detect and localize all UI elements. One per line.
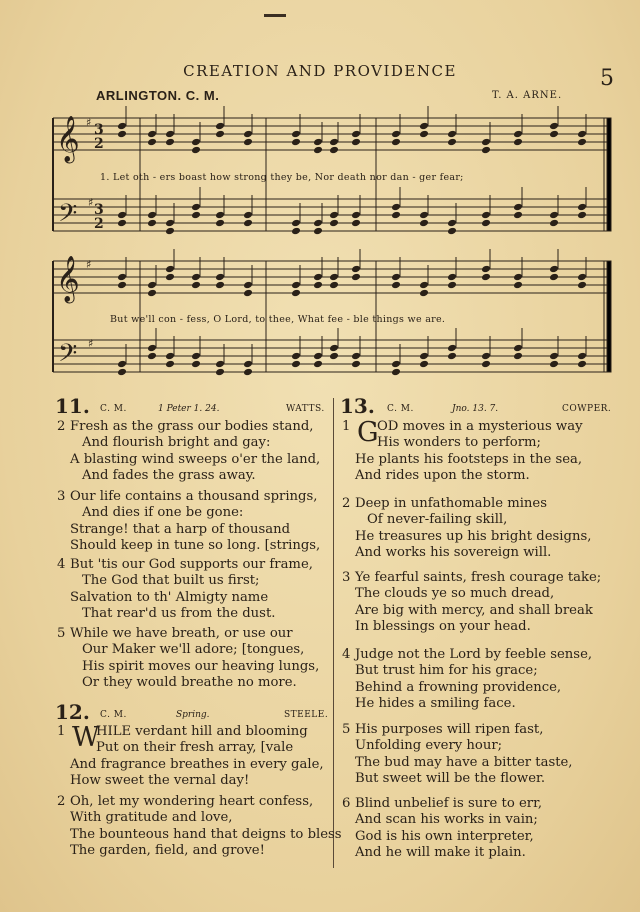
staff-lines <box>53 118 611 372</box>
sharp-icon: ♯ <box>88 196 94 209</box>
stanza: 2 Oh, let my wondering heart confess, With gratitude and love, The bounteous hand that deigns to bless The garden, field, and grove! <box>57 794 342 859</box>
stanza: 5 His purposes will ripen fast, Unfolding every hour; The bud may have a bitter taste, But sweet will be the flower. <box>342 722 573 787</box>
hymn-number: 13. <box>340 394 375 418</box>
hymn-author: WATTS. <box>286 404 325 414</box>
time-signature: 2 <box>94 216 104 232</box>
treble-clef-icon: 𝄞 <box>56 116 80 162</box>
sharp-icon: ♯ <box>86 258 92 271</box>
music-score <box>0 0 640 400</box>
sharp-icon: ♯ <box>86 116 92 129</box>
lyric-line-2: But we'll con - fess, O Lord, to thee, What fee - ble things we are. <box>110 314 446 325</box>
time-signature: 3 <box>94 202 104 218</box>
stanza: 1 W HILE verdant hill and blooming Put on their fresh array, [vale And fragrance breathes in every gale, How sweet the vernal day! <box>57 722 324 789</box>
stanza: 4 But 'tis our God supports our frame, The God that built us first; Salvation to th' Almigty name That rear'd us from the dust. <box>57 557 313 622</box>
section-title: CREATION AND PROVIDENCE <box>183 62 457 80</box>
stanza: 2 Deep in unfathomable mines Of never-failing skill, He treasures up his bright designs, And works his sovereign will. <box>342 496 592 561</box>
time-signature: 3 <box>94 122 104 138</box>
lyric-line-1: 1. Let oth - ers boast how strong they be, Nor death nor dan - ger fear; <box>100 172 464 183</box>
stanza: 6 Blind unbelief is sure to err, And scan his works in vain; God is his own interpreter, And he will make it plain. <box>342 796 543 861</box>
drop-cap: W <box>72 722 100 753</box>
hymn-number: 11. <box>55 394 90 418</box>
hymn-author: STEELE. <box>284 710 329 720</box>
notes <box>117 106 587 376</box>
treble-clef-icon: 𝄞 <box>56 256 80 302</box>
hymn-reference: Spring. <box>176 710 210 720</box>
hymn-author: COWPER. <box>562 404 612 414</box>
bar-lines <box>53 118 611 372</box>
time-signature: 2 <box>94 136 104 152</box>
bass-clef-icon: 𝄢 <box>58 339 78 374</box>
bass-clef-icon: 𝄢 <box>58 199 78 234</box>
hymn-meter: C. M. <box>100 710 127 720</box>
hymn-number: 12. <box>55 700 90 724</box>
stanza: 3 Our life contains a thousand springs, And dies if one be gone: Strange! that a harp of thousand Should keep in tune so long. [strings, <box>57 489 321 554</box>
stanza: 1 G OD moves in a mysterious way His wonders to perform; He plants his footsteps in the sea, And rides upon the storm. <box>342 417 583 484</box>
stanza: 4 Judge not the Lord by feeble sense, But trust him for his grace; Behind a frowning providence, He hides a smiling face. <box>342 647 593 712</box>
tune-name: ARLINGTON. C. M. <box>96 88 220 103</box>
drop-cap: G <box>357 417 379 448</box>
hymn-meter: C. M. <box>100 404 127 414</box>
tune-composer: T. A. ARNE. <box>492 90 563 101</box>
stanza: 5 While we have breath, or use our Our Maker we'll adore; [tongues, His spirit moves our heaving lungs, Or they would breathe no more. <box>57 626 320 691</box>
hymn-meter: C. M. <box>387 404 414 414</box>
clefs-and-signatures <box>56 116 104 374</box>
page-number: 5 <box>600 66 614 91</box>
hymn-reference: 1 Peter 1. 24. <box>158 404 220 414</box>
stanza: 2 Fresh as the grass our bodies stand, And flourish bright and gay: A blasting wind sweeps o'er the land, And fades the grass away. <box>57 419 321 484</box>
stanza: 3 Ye fearful saints, fresh courage take; The clouds ye so much dread, Are big with mercy, and shall break In blessings on your head. <box>342 570 602 635</box>
sharp-icon: ♯ <box>88 337 94 350</box>
hymn-reference: Jno. 13. 7. <box>452 404 499 414</box>
